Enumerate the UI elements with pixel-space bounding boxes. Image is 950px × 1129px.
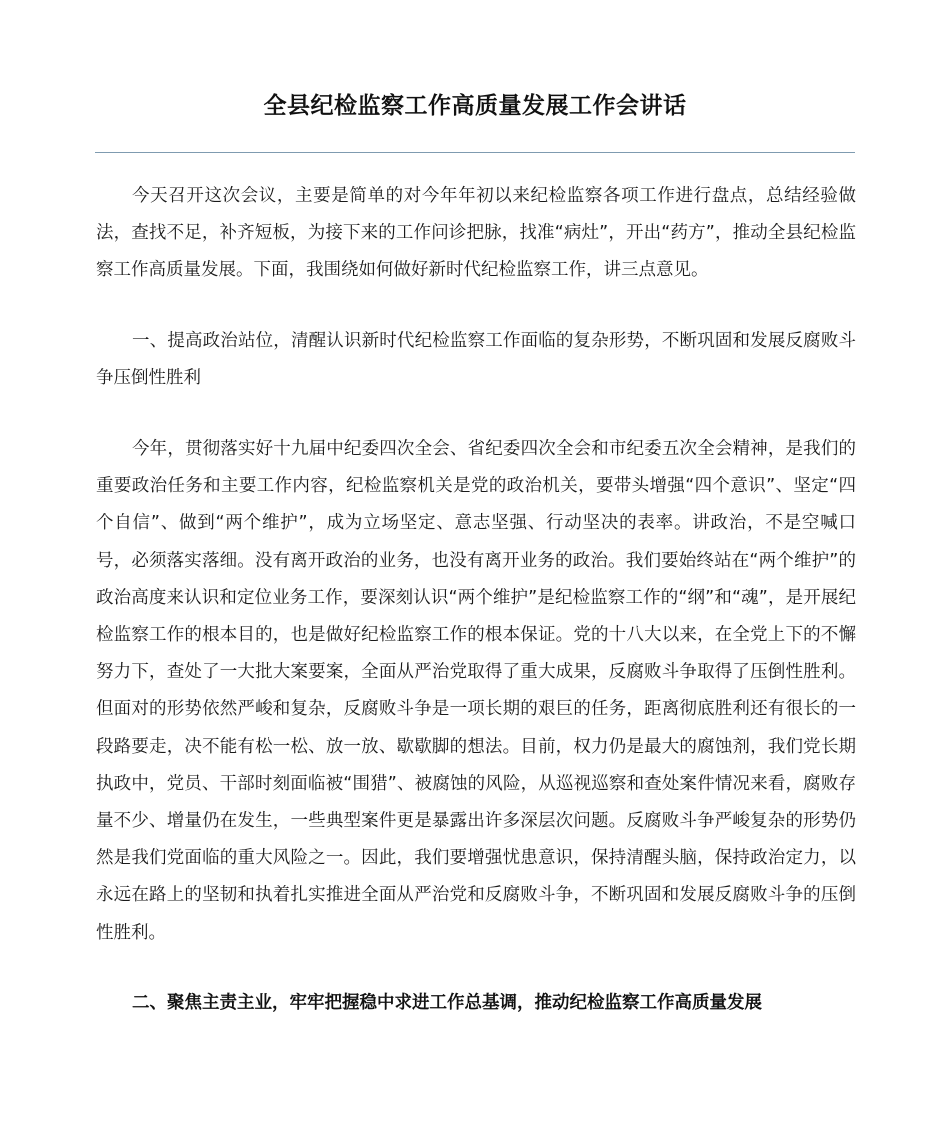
document-title: 全县纪检监察工作高质量发展工作会讲话 (263, 93, 687, 119)
title-divider (95, 152, 855, 153)
opening-paragraph: 今天召开这次会议，主要是简单的对今年年初以来纪检监察各项工作进行盘点，总结经验做法，查找不足，补齐短板，为接下来的工作问诊把脉，找准“病灶”，开出“药方”，推动全县纪检监察工作高质量发展。下面，我围绕如何做好新时代纪检监察工作，讲三点意见。 (96, 186, 856, 281)
section-1-paragraph: 今年，贯彻落实好十九届中纪委四次全会、省纪委四次全会和市纪委五次全会精神，是我们的重要政治任务和主要工作内容，纪检监察机关是党的政治机关，要带头增强“四个意识”、坚定“四个自信”、做到“两个维护”，成为立场坚定、意志坚强、行动坚决的表率。讲政治，不是空喊口号，必须落实落细。没有离开政治的业务，也没有离开业务的政治。我们要始终站在“两个维护”的政治高度来认识和定位业务工作，要深刻认识“两个维护”是纪检监察工作的“纲”和“魂”，是开展纪检监察工作的根本目的，也是做好纪检监察工作的根本保证。党的十八大以来，在全党上下的不懈努力下，查处了一大批大案要案，全面从严治党取得了重大成果，反腐败斗争取得了压倒性胜利。但面对的形势依然严峻和复杂，反腐败斗争是一项长期的艰巨的任务，距离彻底胜利还有很长的一段路要走，决不能有松一松、放一放、歇歇脚的想法。目前，权力仍是最大的腐蚀剂，我们党长期执政中，党员、干部时刻面临被“围猎”、被腐蚀的风险，从巡视巡察和查处案件情况来看，腐败存量不少、增量仍在发生，一些典型案件更是暴露出许多深层次问题。反腐败斗争严峻复杂的形势仍然是我们党面临的重大风险之一。因此，我们要增强忧患意识，保持清醒头脑，保持政治定力，以永远在路上的坚韧和执着扎实推进全面从严治党和反腐败斗争，不断巩固和发展反腐败斗争的压倒性胜利。 (96, 439, 856, 943)
section-heading-2: 二、聚焦主责主业，牢牢把握稳中求进工作总基调，推动纪检监察工作高质量发展 (132, 993, 762, 1013)
section-heading-1: 一、提高政治站位，清醒认识新时代纪检监察工作面临的复杂形势，不断巩固和发展反腐败斗争压倒性胜利 (96, 331, 856, 389)
